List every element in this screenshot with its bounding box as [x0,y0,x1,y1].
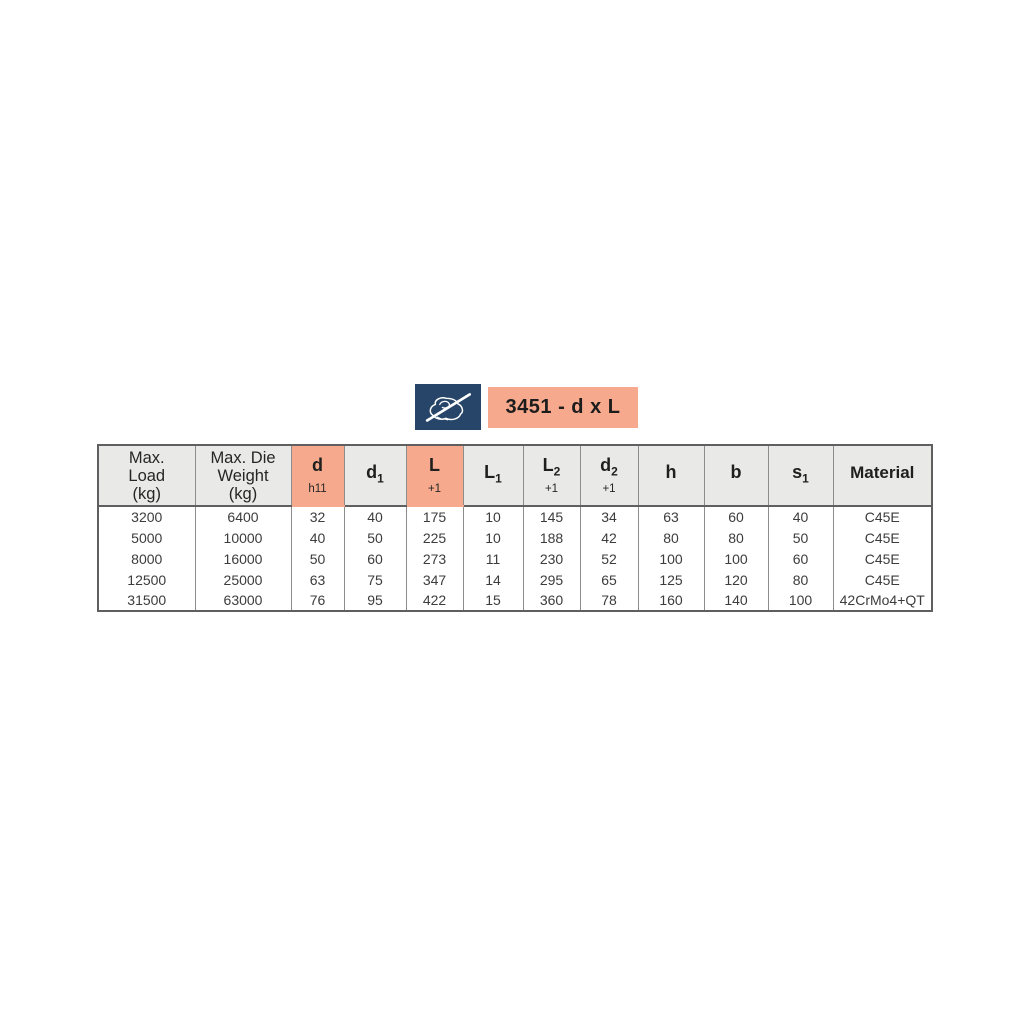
table-cell: 8000 [98,548,195,569]
col-header-L1: $L_1$ [463,445,523,506]
spec-table [97,444,933,612]
table-cell: 360 [523,590,580,611]
col-header-max-load: Max. Load (kg) [98,445,195,506]
col-header-d2: $d_2$ +1 [580,445,638,506]
table-cell: C45E [833,506,932,527]
table-cell: 10 [463,527,523,548]
table-cell: 6400 [195,506,291,527]
table-cell: 42 [580,527,638,548]
table-cell: 120 [704,569,768,590]
col-header-b: b [704,445,768,506]
col-header-L: L +1 [406,445,463,506]
table-cell: 80 [768,569,833,590]
table-cell: 10000 [195,527,291,548]
table-cell: 25000 [195,569,291,590]
table-cell: 32 [291,506,344,527]
table-row [98,527,932,548]
table-cell: 11 [463,548,523,569]
table-cell: 80 [638,527,704,548]
table-cell: 60 [344,548,406,569]
table-cell: 31500 [98,590,195,611]
table-cell: 230 [523,548,580,569]
table-cell: 15 [463,590,523,611]
table-cell: 75 [344,569,406,590]
table-cell: 160 [638,590,704,611]
spec-table-container [97,444,933,612]
table-cell: C45E [833,527,932,548]
table-cell: 40 [291,527,344,548]
table-cell: 34 [580,506,638,527]
table-cell: C45E [833,548,932,569]
table-row [98,506,932,527]
header-row [98,445,932,506]
col-header-h: h [638,445,704,506]
table-cell: 42CrMo4+QT [833,590,932,611]
table-cell: 14 [463,569,523,590]
table-cell: C45E [833,569,932,590]
table-cell: 63 [291,569,344,590]
table-cell: 100 [638,548,704,569]
table-cell: 16000 [195,548,291,569]
table-cell: 50 [768,527,833,548]
table-cell: 65 [580,569,638,590]
table-row [98,548,932,569]
col-header-d1: $d_1$ [344,445,406,506]
table-cell: 50 [344,527,406,548]
table-cell: 225 [406,527,463,548]
table-cell: 78 [580,590,638,611]
table-cell: 95 [344,590,406,611]
table-cell: 63000 [195,590,291,611]
table-row [98,569,932,590]
col-header-max-die-weight: Max. Die Weight (kg) [195,445,291,506]
table-cell: 40 [768,506,833,527]
table-cell: 5000 [98,527,195,548]
table-cell: 125 [638,569,704,590]
table-cell: 140 [704,590,768,611]
part-number-badge [415,384,638,430]
col-header-d: d h11 [291,445,344,506]
table-cell: 175 [406,506,463,527]
table-cell: 50 [291,548,344,569]
table-cell: 40 [344,506,406,527]
table-cell: 100 [768,590,833,611]
part-number-label: 3451 - d x L [488,387,638,428]
table-cell: 3200 [98,506,195,527]
table-cell: 188 [523,527,580,548]
col-header-s1: $s_1$ [768,445,833,506]
table-cell: 12500 [98,569,195,590]
table-cell: 295 [523,569,580,590]
table-cell: 347 [406,569,463,590]
table-cell: 60 [768,548,833,569]
table-cell: 145 [523,506,580,527]
table-row [98,590,932,611]
col-header-material: Material [833,445,932,506]
table-cell: 63 [638,506,704,527]
table-cell: 100 [704,548,768,569]
table-cell: 80 [704,527,768,548]
col-header-L2: $L_2$ +1 [523,445,580,506]
table-cell: 422 [406,590,463,611]
table-cell: 10 [463,506,523,527]
table-cell: 273 [406,548,463,569]
table-body [98,506,932,611]
table-cell: 60 [704,506,768,527]
table-cell: 52 [580,548,638,569]
hand-holding-pin-icon [415,384,481,430]
table-cell: 76 [291,590,344,611]
